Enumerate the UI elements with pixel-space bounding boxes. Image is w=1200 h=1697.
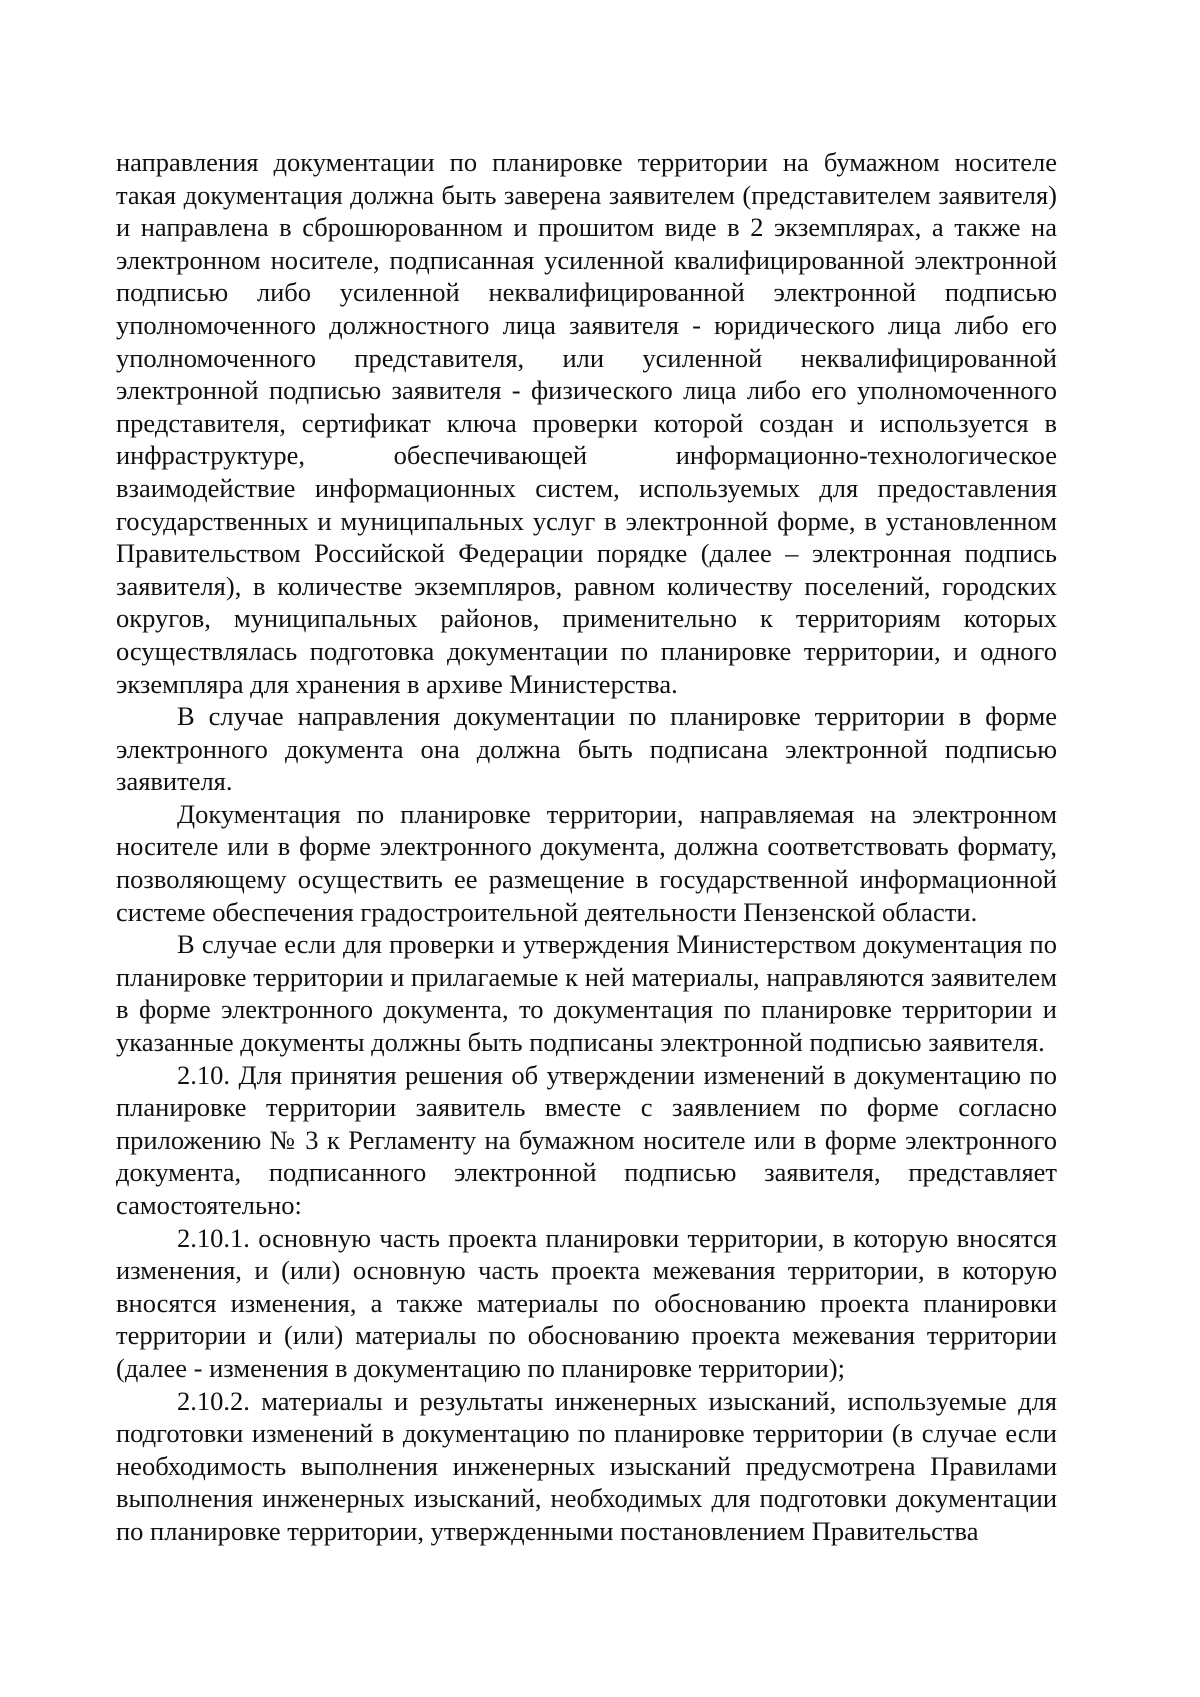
paragraph-continuation: направления документации по планировке территории на бумажном носителе такая документация должна быть заверена заявителем (представителем заявителя) и направлена в сброшюрованном и прошитом виде в 2 экземплярах, а также на электронном носителе, подписанная усиленной квалифицированной электронной подписью либо усиленной неквалифицированной электронной подписью уполномоченного должностного лица заявителя - юридического лица либо его уполномоченного представителя, или усиленной неквалифицированной электронной подписью заявителя - физического лица либо его уполномоченного представителя, сертификат ключа проверки которой создан и используется в инфраструктуре, обеспечивающей информационно-технологическое взаимодействие информационных систем, используемых для предоставления государственных и муниципальных услуг в электронной форме, в установленном Правительством Российской Федерации порядке (далее – электронная подпись заявителя), в количестве экземпляров, равном количеству поселений, городских округов, муниципальных районов, применительно к территориям которых осуществлялась подготовка документации по планировке территории, и одного экземпляра для хранения в архиве Министерства.	[116, 147, 1057, 699]
document-body	[116, 146, 1057, 1548]
paragraph-format-requirements: Документация по планировке территории, направляемая на электронном носителе или в форме электронного документа, должна соответствовать формату, позволяющему осуществить ее размещение в государственной информационной системе обеспечения градостроительной деятельности Пензенской области.	[116, 798, 1057, 927]
paragraph-section-2-10: 2.10. Для принятия решения об утверждении изменений в документацию по планировке территории заявитель вместе с заявлением по форме согласно приложению № 3 к Регламенту на бумажном носителе или в форме электронного документа, подписанного электронной подписью заявителя, представляет самостоятельно:	[116, 1059, 1057, 1220]
paragraph-section-2-10-1: 2.10.1. основную часть проекта планировки территории, в которую вносятся изменения, и (или) основную часть проекта межевания территории, в которую вносятся изменения, а также материалы по обоснованию проекта планировки территории и (или) материалы по обоснованию проекта межевания территории (далее - изменения в документацию по планировке территории);	[116, 1222, 1057, 1383]
paragraph-section-2-10-2: 2.10.2. материалы и результаты инженерных изысканий, используемые для подготовки изменений в документацию по планировке территории (в случае если необходимость выполнения инженерных изысканий предусмотрена Правилами выполнения инженерных изысканий, необходимых для подготовки документации по планировке территории, утвержденными постановлением Правительства	[116, 1385, 1057, 1546]
paragraph-ministry-verification: В случае если для проверки и утверждения Министерством документация по планировке территории и прилагаемые к ней материалы, направляются заявителем в форме электронного документа, то документация по планировке территории и указанные документы должны быть подписаны электронной подписью заявителя.	[116, 929, 1057, 1058]
paragraph-electronic-document: В случае направления документации по планировке территории в форме электронного документа она должна быть подписана электронной подписью заявителя.	[116, 701, 1057, 797]
